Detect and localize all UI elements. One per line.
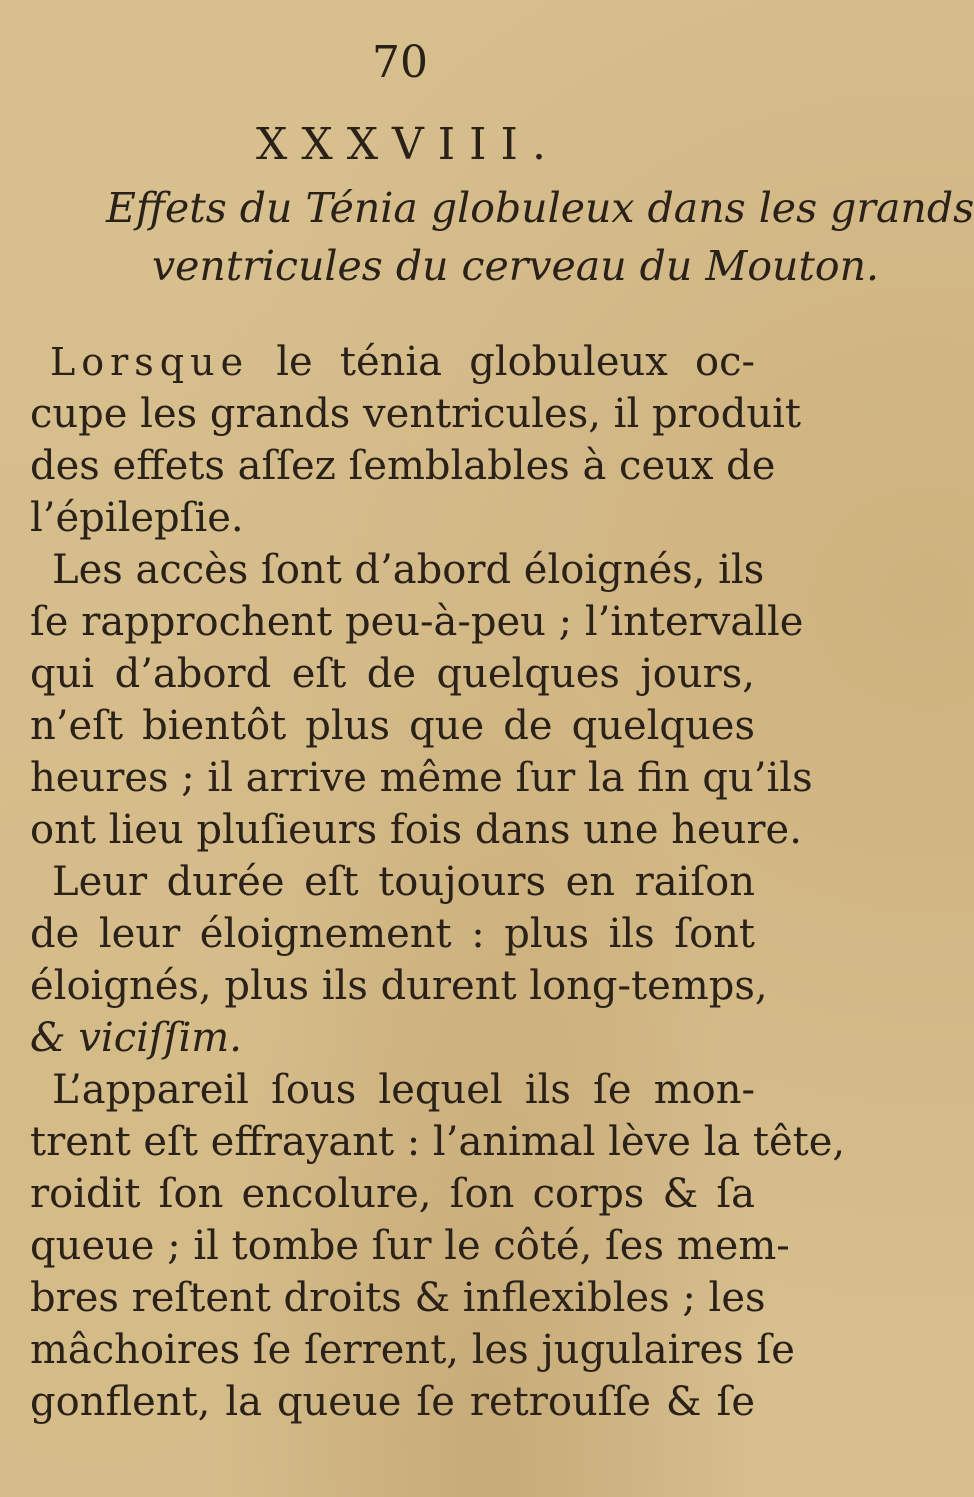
section-title-line-2: ventricules du cerveau du Mouton. (152, 242, 880, 290)
text-line: de leur éloignement : plus ils ſont (30, 911, 755, 957)
text-line: des effets aſſez ſemblables à ceux de (30, 443, 776, 489)
page-number: 70 (372, 37, 428, 88)
text-line: l’épilepſie. (30, 495, 244, 541)
text-line: & viciſſim. (30, 1015, 242, 1061)
chapter-heading: XXXVIII. (256, 119, 560, 170)
text-line: mâchoires ſe ſerrent, les jugulaires ſe (30, 1327, 795, 1373)
text-line: ont lieu pluſieurs fois dans une heure. (30, 807, 802, 853)
text-line: L’appareil ſous lequel ils ſe mon- (52, 1067, 755, 1113)
section-title-line-1: Effets du Ténia globuleux dans les grands (106, 184, 974, 232)
text-line: queue ; il tombe ſur le côté, ſes mem- (30, 1223, 790, 1269)
small-caps-lead: Lorsque (50, 340, 250, 384)
text-line: heures ; il arrive même ſur la fin qu’ils (30, 755, 813, 801)
text-line: Les accès ſont d’abord éloignés, ils (52, 547, 765, 593)
text-line: éloignés, plus ils durent long-temps, (30, 963, 768, 1009)
text-line: bres reſtent droits & inflexibles ; les (30, 1275, 766, 1321)
text-line: n’eſt bientôt plus que de quelques (30, 703, 755, 749)
text-line: cupe les grands ventricules, il produit (30, 391, 801, 437)
text-line: qui d’abord eſt de quelques jours, (30, 651, 755, 697)
text-line: roidit ſon encolure, ſon corps & ſa (30, 1171, 755, 1217)
text-line: trent eſt effrayant : l’animal lève la tête, (30, 1119, 846, 1165)
text-line (50, 334, 755, 390)
text-line: ſe rapprochent peu-à-peu ; l’intervalle (30, 599, 804, 645)
text-line: gonflent, la queue ſe retrouſſe & ſe (30, 1379, 755, 1425)
text-line: Leur durée eſt toujours en raiſon (52, 859, 755, 905)
text-line-rest: le ténia globuleux oc- (276, 339, 755, 385)
